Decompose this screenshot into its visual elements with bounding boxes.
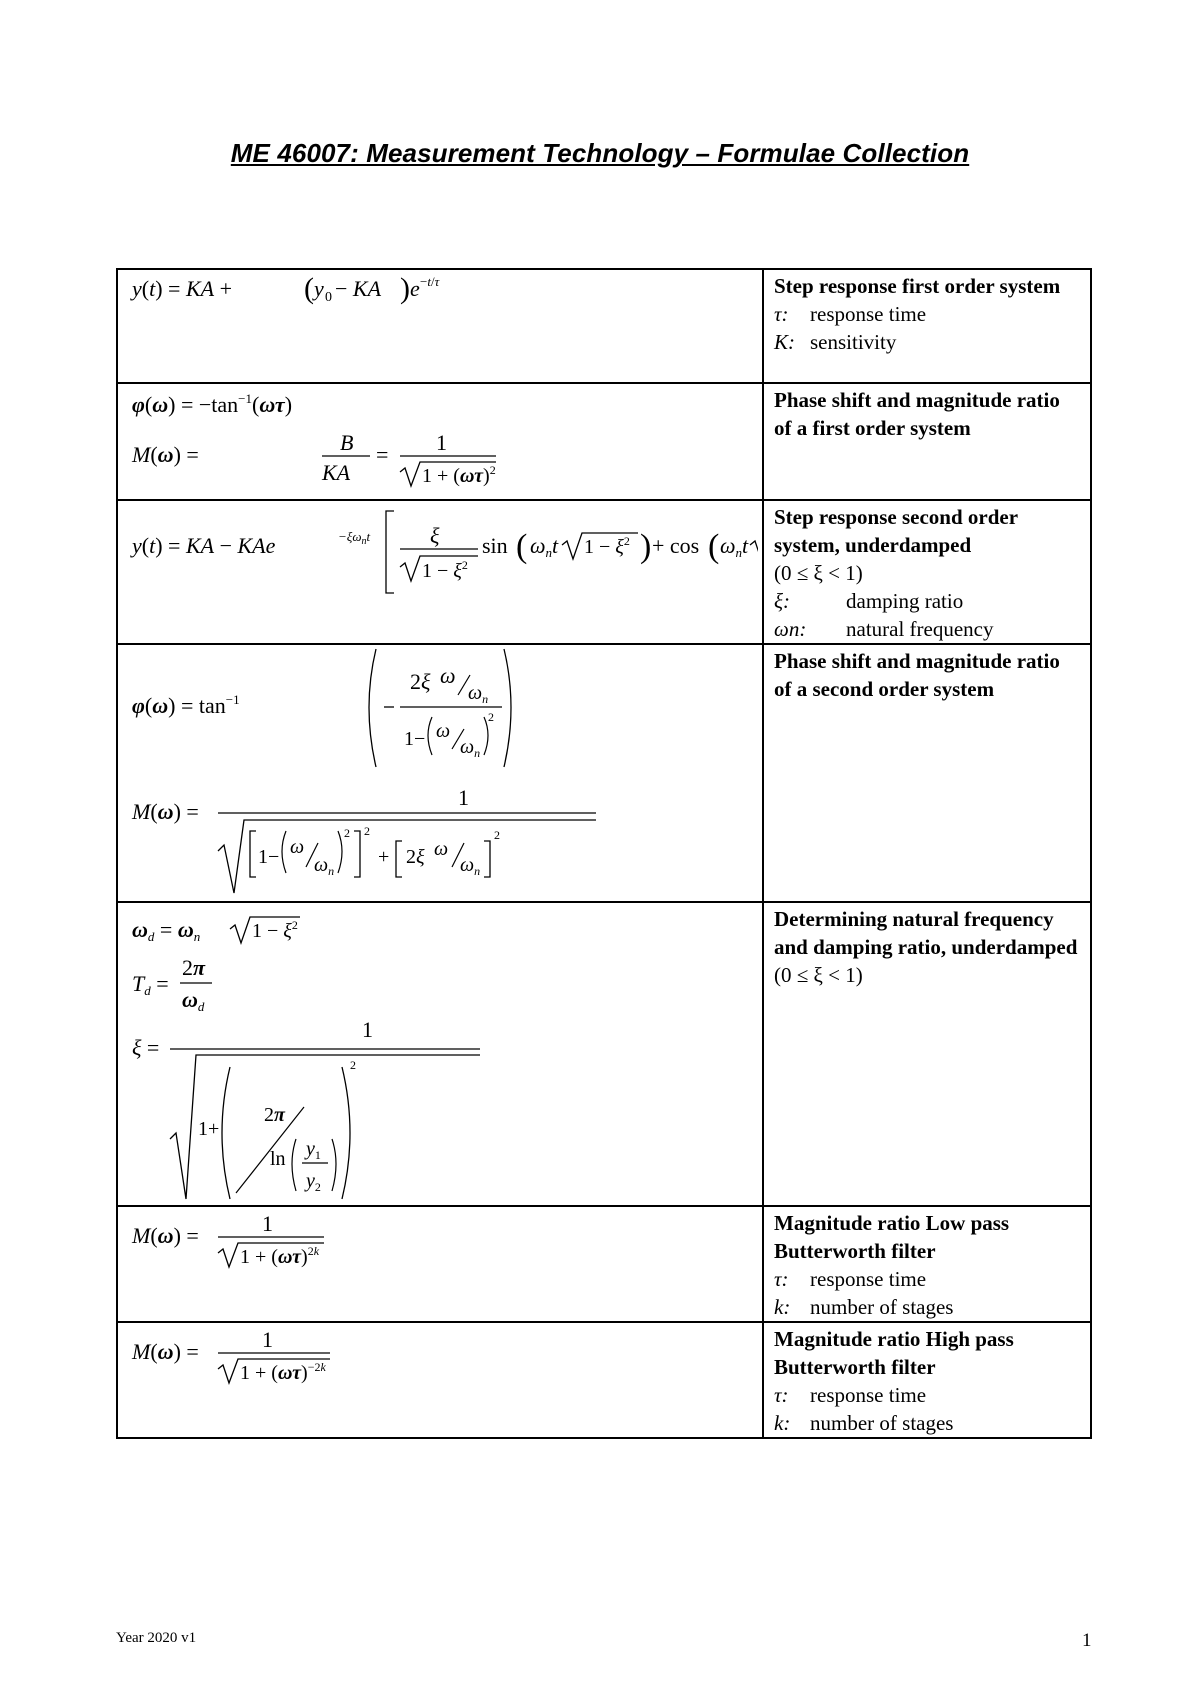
formula-cell [117,269,763,383]
svg-text:ln: ln [270,1148,286,1170]
note-symbol: k: [774,1411,791,1435]
formula-second-order-phase-magnitude [118,645,758,899]
table-row [117,644,1091,902]
description-cell [763,902,1091,1206]
svg-text:−ξωnt: $-\xi\omega_nt$ [338,529,371,547]
svg-text:e: e [410,276,420,301]
svg-text:2: 2 [494,828,500,842]
note-text: number of stages [810,1295,954,1319]
page-title: ME 46007: Measurement Technology – Formulae Collection [230,138,970,168]
description-cell [763,1322,1091,1438]
note-line [774,1381,1080,1409]
svg-text:ω: ω [434,838,449,860]
svg-text:1−: 1− [404,728,426,750]
svg-text:y2: $y_2$ [306,1170,321,1194]
svg-text:y: y [314,276,324,301]
note-text: sensitivity [810,330,897,354]
svg-text:1 − ξ2: $1 - \xi^2$ [584,534,630,558]
svg-text:ωd: ωd [182,987,205,1014]
note-symbol: τ: [774,1267,789,1291]
svg-text:2π: 2π [264,1104,285,1126]
svg-text:sin: sin [482,533,508,558]
svg-text:1: 1 [436,430,447,455]
svg-text:1 + (ωτ)−2k: $1 + (\omega\tau)^{-2k}$ [240,1360,326,1384]
svg-text:(: ( [708,528,720,565]
note-symbol: τ: [774,302,789,326]
svg-text:=: = [376,442,389,467]
svg-text:): ) [640,528,652,565]
row-title: Step response first order system [774,274,1061,298]
description-cell [763,269,1091,383]
note-line [774,1265,1080,1293]
row-title: Magnitude ratio High pass Butterworth filter [774,1327,1014,1379]
row-title: Determining natural frequency and damping ratio, underdamped [774,907,1078,959]
svg-text:M(ω) =: M(ω) = [132,799,199,824]
svg-text:Td =: Td = [132,971,169,998]
svg-text:1: 1 [262,1211,273,1236]
svg-text:φ(ω) = tan−1: $\varphi(\omega) = \tan^{-1}$ [132,692,240,718]
svg-text:y(t) = KA − KAe: y(t) = KA − KAe [132,533,276,558]
svg-text:ωd = ωn: ωd = ωn [132,917,201,944]
svg-text:ω: ω [436,720,451,742]
svg-text:2π: 2π [182,955,206,980]
page-number: 1 [1082,1630,1092,1651]
formula-step-response-second-order [118,501,758,638]
svg-text:y(t) = KA +: y(t) = KA + [132,276,232,301]
svg-text:1: 1 [362,1017,373,1042]
table-row [117,269,1091,383]
svg-text:+: + [378,846,390,868]
svg-text:2: 2 [364,824,370,838]
table-row [117,902,1091,1206]
table-row [117,383,1091,500]
note-symbol: k: [774,1295,791,1319]
condition: (0 ≤ ξ < 1) [774,963,863,987]
note-symbol: K: [774,330,795,354]
formula-cell [117,1206,763,1322]
svg-text:+ cos: + cos [652,533,700,558]
svg-text:1 + (ωτ)2k: $1 + (\omega\tau)^{2k}$ [240,1244,320,1268]
svg-text:M(ω) =: M(ω) = [132,1339,199,1364]
svg-text:1+: 1+ [198,1118,220,1140]
condition: (0 ≤ ξ < 1) [774,561,863,585]
note-line [774,1409,1080,1437]
svg-text:B: B [340,430,354,455]
note-text: response time [810,1383,927,1407]
note-line [774,300,1080,328]
note-line [774,587,1080,615]
svg-text:2: 2 [488,710,494,724]
description-cell [763,1206,1091,1322]
row-title: Magnitude ratio Low pass Butterworth filter [774,1211,1010,1263]
formula-natural-frequency-damping [118,903,758,1203]
svg-text:2ξ: 2ξ [410,669,431,694]
svg-text:ωnt: ωnt [720,533,749,560]
svg-text:ωn: $\omega_n$ [460,736,481,760]
note-text: response time [810,1267,927,1291]
svg-text:KA: KA [322,460,351,485]
table-row [117,1322,1091,1438]
table-row [117,1206,1091,1322]
svg-text:(: ( [304,272,314,305]
row-title: Step response second order system, underdamped [774,505,1018,557]
svg-text:ω: ω [290,836,305,858]
svg-text:): ) [400,272,410,305]
note-text: natural frequency [846,617,994,641]
row-title: Phase shift and magnitude ratio of a first order system [774,388,1060,440]
row-title: Phase shift and magnitude ratio of a second order system [774,649,1060,701]
svg-text:0: 0 [325,290,332,305]
table-row [117,500,1091,644]
svg-text:1 + (ωτ)2: $1 + (\omega\tau)^2$ [422,463,496,487]
note-text: response time [810,302,927,326]
formulae-table [116,268,1092,1439]
note-text: damping ratio [846,589,964,613]
formula-cell [117,383,763,500]
note-symbol: ξ: [774,589,790,613]
svg-text:φ(ω) = −tan−1(ωτ): $\varphi(\omega) = -\tan^{-1}(\omega\tau)$ [132,391,293,417]
svg-text:ξ =: ξ = [132,1035,160,1060]
svg-text:(: ( [516,528,528,565]
svg-text:1: 1 [262,1327,273,1352]
description-cell [763,383,1091,500]
description-cell [763,500,1091,644]
svg-text:1 − ξ2: $1 - \xi^2$ [252,918,298,942]
note-line [774,1293,1080,1321]
note-line [774,328,1080,356]
svg-text:ωn: $\omega_n$ [314,854,335,878]
svg-text:2: 2 [344,826,350,840]
svg-text:ξ: ξ [430,523,440,548]
formula-cell [117,902,763,1206]
note-symbol: τ: [774,1383,789,1407]
svg-text:M(ω) =: M(ω) = [132,442,199,467]
formula-first-order-phase-magnitude [118,384,758,497]
formula-cell [117,644,763,902]
svg-text:1−: 1− [258,846,280,868]
svg-text:ω: ω [440,663,456,688]
svg-text:2: 2 [350,1058,356,1072]
svg-text:ωn: $\omega_n$ [460,854,481,878]
svg-text:2ξ: 2ξ [406,846,425,868]
svg-text:1: 1 [458,785,469,810]
description-cell [763,644,1091,902]
note-text: number of stages [810,1411,954,1435]
svg-text:1 − ξ2: $1 - \xi^2$ [422,558,468,582]
svg-text:y1: $y_1$ [306,1138,321,1162]
note-symbol: ωn: [774,617,807,641]
footer-version: Year 2020 v1 [116,1630,197,1646]
svg-text:− KA: − KA [335,276,382,301]
formula-cell [117,1322,763,1438]
svg-text:ωnt: ωnt [530,533,559,560]
formula-step-response-first-order [118,270,758,380]
formula-low-pass-butterworth [118,1207,758,1316]
note-line [774,615,1080,643]
svg-text:−t/τ: −t/τ [420,274,440,289]
svg-text:ωn: $\omega_n$ [468,682,489,706]
formula-high-pass-butterworth [118,1323,758,1431]
formula-cell [117,500,763,644]
svg-text:M(ω) =: M(ω) = [132,1223,199,1248]
